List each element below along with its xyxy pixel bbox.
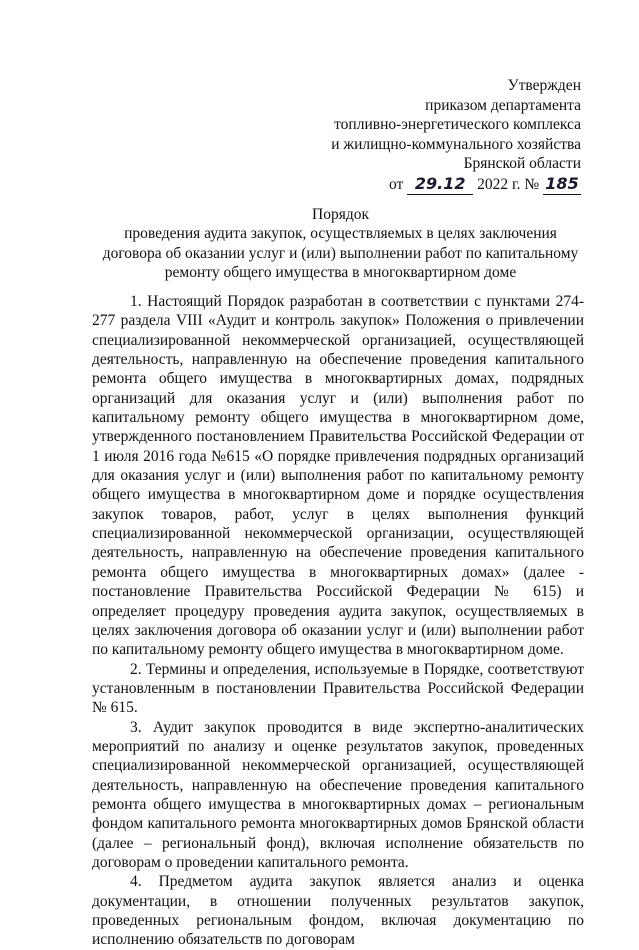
title-line-2: договора об оказании услуг и (или) выполнении работ по капитальному (102, 244, 579, 262)
approval-line-region: Брянской области (463, 155, 581, 173)
title-line-3: ремонту общего имущества в многоквартирном доме (164, 264, 517, 282)
handwritten-date: 29.12 (407, 174, 473, 195)
approval-block (251, 76, 581, 195)
approval-date-line (251, 174, 581, 195)
approval-line-order: приказом департамента (425, 96, 581, 114)
paragraph-4: 4. Предметом аудита закупок является анализ и оценка документации, в отношении полученных результатов закупок, проведенных региональным фондом, включая документацию по исполнению обязательств по договорам (92, 873, 584, 949)
year-and-number-label: 2022 г. № (477, 175, 540, 193)
date-prefix: от (389, 175, 404, 193)
document-body (92, 292, 584, 950)
paragraph-2: 2. Термины и определения, используемые в Порядке, соответствуют установленным в постановлении Правительства Российской Федерации № 615. (92, 660, 584, 717)
approval-line-department: топливно-энергетического комплекса (334, 116, 581, 134)
approval-line-housing: и жилищно-коммунального хозяйства (331, 135, 581, 153)
approval-line-approved: Утвержден (507, 77, 581, 94)
title-line-1: проведения аудита закупок, осуществляемых в целях заключения (124, 225, 557, 243)
paragraph-3: 3. Аудит закупок проводится в виде экспертно-аналитических мероприятий по анализу и оценке результатов закупок, проведенных специализированной некоммерческой организацией, осуществляющей деятельность, направленную на обеспечение проведения капитального ремонта общего имущества в многоквартирных домах – региональным фондом капитального ремонта многоквартирных домов Брянской области (далее – региональный фонд), включая исполнение обязательств по договорам о проведении капитального ремонта. (92, 718, 584, 871)
document-title (100, 205, 581, 283)
paragraph-1: 1. Настоящий Порядок разработан в соответствии с пунктами 274-277 раздела VIII «Аудит и контроль закупок» Положения о привлечении специализированной некоммерческой организацией, осуществляющей деятельность, направленную на обеспечение проведения капитального ремонта общего имущества в многоквартирных домах, подрядных организаций для оказания услуг и (или) выполнения работ по капитальному ремонту общего имущества в многоквартирном доме, утвержденного постановлением Правительства Российской Федерации от 1 июля 2016 года №615 «О порядке привлечения подрядных организаций для оказания услуг и (или) выполнения работ по капитальному ремонту общего имущества в многоквартирном доме и порядке осуществления закупок товаров, работ, услуг в целях выполнения функций специализированной некоммерческой организации, осуществляющей деятельность, направленную на обеспечение проведения капитального ремонта общего имущества в многоквартирных домах» (далее - постановление Правительства Российской Федерации № 615) и определяет процедуру проведения аудита закупок, осуществляемых в целях заключения договора об оказании услуг и (или) выполнении работ по капитальному ремонту общего имущества в многоквартирном доме. (92, 293, 584, 659)
handwritten-number: 185 (543, 174, 581, 195)
title-heading: Порядок (312, 206, 369, 223)
